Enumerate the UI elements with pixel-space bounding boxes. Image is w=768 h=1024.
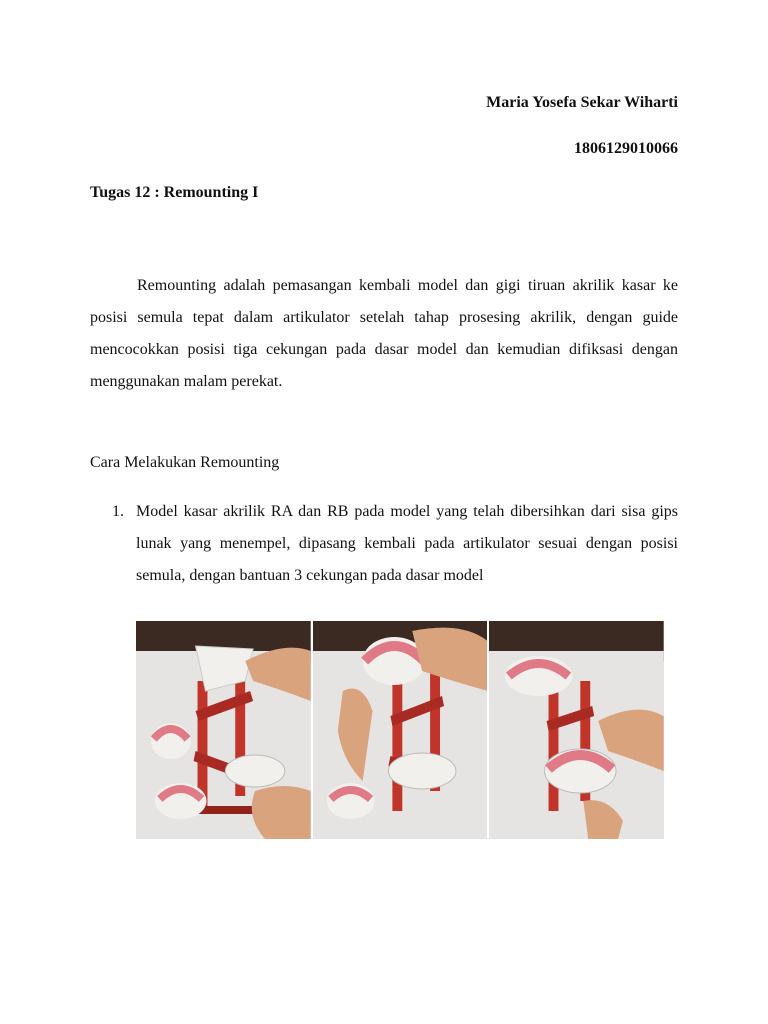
list-item-number: 1.: [112, 503, 124, 520]
author-name: Maria Yosefa Sekar Wiharti: [486, 94, 678, 111]
photo-articulator-3: [489, 621, 664, 839]
photo-articulator-1: [136, 621, 311, 839]
student-id: 1806129010066: [574, 140, 678, 157]
definition-paragraph: Remounting adalah pemasangan kembali model dan gigi tiruan akrilik kasar ke posisi semula tepat dalam artikulator setelah tahap prosesing akrilik, dengan guide mencocokkan posisi tiga cekungan pada dasar model dan kemudian difiksasi dengan menggunakan malam perekat.: [90, 277, 678, 390]
section-subheading: Cara Melakukan Remounting: [90, 454, 280, 471]
list-item-text: Model kasar akrilik RA dan RB pada model yang telah dibersihkan dari sisa gips lunak yang menempel, dipasang kembali pada artikulator sesuai dengan posisi semula, dengan bantuan 3 cekungan pada dasar model: [136, 503, 678, 584]
assignment-title: Tugas 12 : Remounting I: [90, 184, 259, 201]
photo-strip: [136, 621, 664, 839]
photo-articulator-2: [313, 621, 488, 839]
